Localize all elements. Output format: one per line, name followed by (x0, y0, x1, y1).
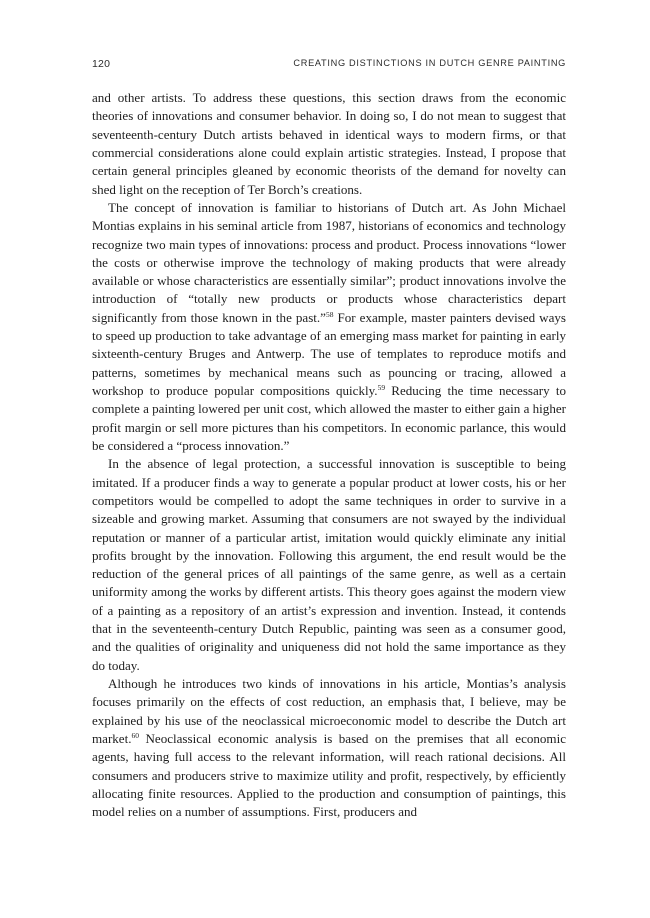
paragraph (92, 199, 566, 455)
running-head: CREATING DISTINCTIONS IN DUTCH GENRE PAINTING (293, 58, 566, 68)
page-header (92, 58, 566, 72)
paragraph-text: The concept of innovation is familiar to historians of Dutch art. As John Michael Montias explains in his seminal article from 1987, historians of economics and technology recognize two main types of innovations: process and product. Process innovations “lower the costs or otherwise improve the technology of making products that were already available or whose characteristics are essentially similar”; product innovations involve the introduction of “totally new products or products whose characteristics depart significantly from those known in the past.” (92, 199, 566, 325)
footnote-ref-60[interactable]: 60 (131, 730, 139, 740)
paragraph-text: Although he introduces two kinds of innovations in his article, Montias’s analysis focuses primarily on the effects of cost reduction, an emphasis that, I believe, may be explained by his use of the neoclassical microeconomic model to describe the Dutch art market. (92, 676, 566, 746)
body-text (92, 89, 566, 822)
paragraph-text: Neoclassical economic analysis is based on the premises that all economic agents, having full access to the relevant information, will reach rational decisions. All consumers and producers strive to maximize utility and profit, respectively, by efficiently allocating finite resources. Applied to the production and consumption of paintings, this model relies on a number of assumptions. First, producers and (92, 730, 566, 820)
paragraph (92, 675, 566, 822)
paragraph (92, 455, 566, 675)
footnote-ref-58[interactable]: 58 (325, 309, 334, 319)
paragraph (92, 89, 566, 199)
paragraph-text: and other artists. To address these questions, this section draws from the economic theories of innovations and consumer behavior. In doing so, I do not mean to suggest that seventeenth-century Dutch artists behaved in identical ways to modern firms, or that commercial considerations alone could explain artistic strategies. Instead, I propose that certain general principles gleaned by economic theorists of the demand for novelty can shed light on the reception of Ter Borch’s creations. (92, 90, 566, 197)
footnote-ref-59[interactable]: 59 (377, 383, 386, 392)
page-number: 120 (92, 58, 111, 70)
paragraph-text: Reducing the time necessary to complete a painting lowered per unit cost, which allowed the master to either gain a higher profit margin or sell more pictures than his competitors. In economic parlance, this would be considered a “process innovation.” (92, 383, 566, 453)
paragraph-text: For example, master painters devised ways to speed up production to take advantage of an emerging mass market for painting in early sixteenth-century Bruges and Antwerp. The use of templates to reproduce motifs and patterns, sometimes by mechanical means such as pouncing or tracing, allowed a workshop to produce popular compositions quickly. (92, 309, 566, 398)
paragraph-text: In the absence of legal protection, a successful innovation is susceptible to being imitated. If a producer finds a way to generate a popular product at lower costs, his or her competitors would be compelled to adopt the same techniques in order to survive in a sizeable and growing market. Assuming that consumers are not swayed by the individual reputation or manner of a particular artist, imitation would quickly eliminate any initial profits brought by the innovation. Following this argument, the end result would be the reduction of the general prices of all paintings of the same genre, as well as a certain uniformity among the works by different artists. This theory goes against the modern view of a painting as a repository of an artist’s expression and invention. Instead, it contends that in the seventeenth-century Dutch Republic, painting was seen as a consumer good, and the qualities of originality and uniqueness did not hold the same importance as they do today. (92, 456, 566, 673)
